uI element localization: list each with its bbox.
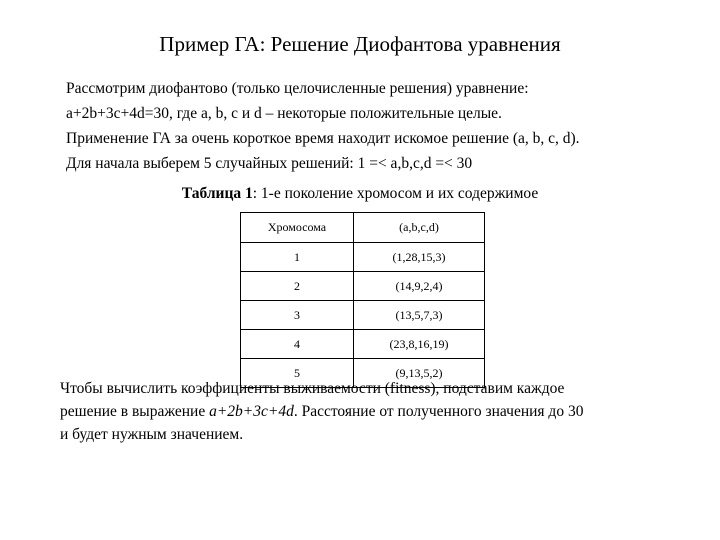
- outro-line-1: Чтобы вычислить коэффициенты выживаемости (fitness), подставим каждое: [60, 380, 565, 397]
- outro-line-2-post: . Расстояние от полученного значения до 30: [293, 403, 584, 420]
- table-row: [241, 330, 485, 359]
- intro-line-3: Применение ГА за очень короткое время находит искомое решение (a, b, c, d).: [66, 130, 580, 147]
- table-caption-label: Таблица 1: [181, 185, 253, 202]
- outro-line-3: и будет нужным значением.: [60, 426, 244, 443]
- intro-text: [66, 76, 706, 176]
- outro-text: [60, 377, 700, 446]
- chromosome-genes: (23,8,16,19): [354, 330, 485, 359]
- header-chromosome: Хромосома: [241, 213, 354, 243]
- chromosome-genes: (1,28,15,3): [354, 243, 485, 272]
- chromosome-table: [240, 212, 485, 388]
- outro-line-2-pre: решение в выражение: [60, 403, 210, 420]
- table-header-row: [241, 213, 485, 243]
- chromosome-genes: (9,13,5,2): [354, 359, 485, 388]
- chromosome-genes: (14,9,2,4): [354, 272, 485, 301]
- table-caption-text: : 1-е поколение хромосом и их содержимое: [252, 185, 539, 202]
- header-genes: (a,b,c,d): [354, 213, 485, 243]
- chromosome-id: 2: [241, 272, 354, 301]
- chromosome-id: 3: [241, 301, 354, 330]
- page-title: Пример ГА: Решение Диофантова уравнения: [159, 32, 561, 56]
- table-row: [241, 301, 485, 330]
- chromosome-genes: (13,5,7,3): [354, 301, 485, 330]
- intro-line-1: Рассмотрим диофантово (только целочисленные решения) уравнение:: [66, 80, 529, 97]
- chromosome-id: 4: [241, 330, 354, 359]
- intro-line-4: Для начала выберем 5 случайных решений: 1 =< a,b,c,d =< 30: [66, 155, 473, 172]
- intro-line-2: a+2b+3c+4d=30, где a, b, c и d – некоторые положительные целые.: [66, 105, 502, 122]
- chromosome-id: 5: [241, 359, 354, 388]
- chromosome-id: 1: [241, 243, 354, 272]
- table-row: [241, 272, 485, 301]
- table-row: [241, 243, 485, 272]
- table-caption: [0, 185, 720, 203]
- fitness-expression: a+2b+3c+4d: [209, 403, 294, 420]
- outro-line-2: [60, 400, 700, 423]
